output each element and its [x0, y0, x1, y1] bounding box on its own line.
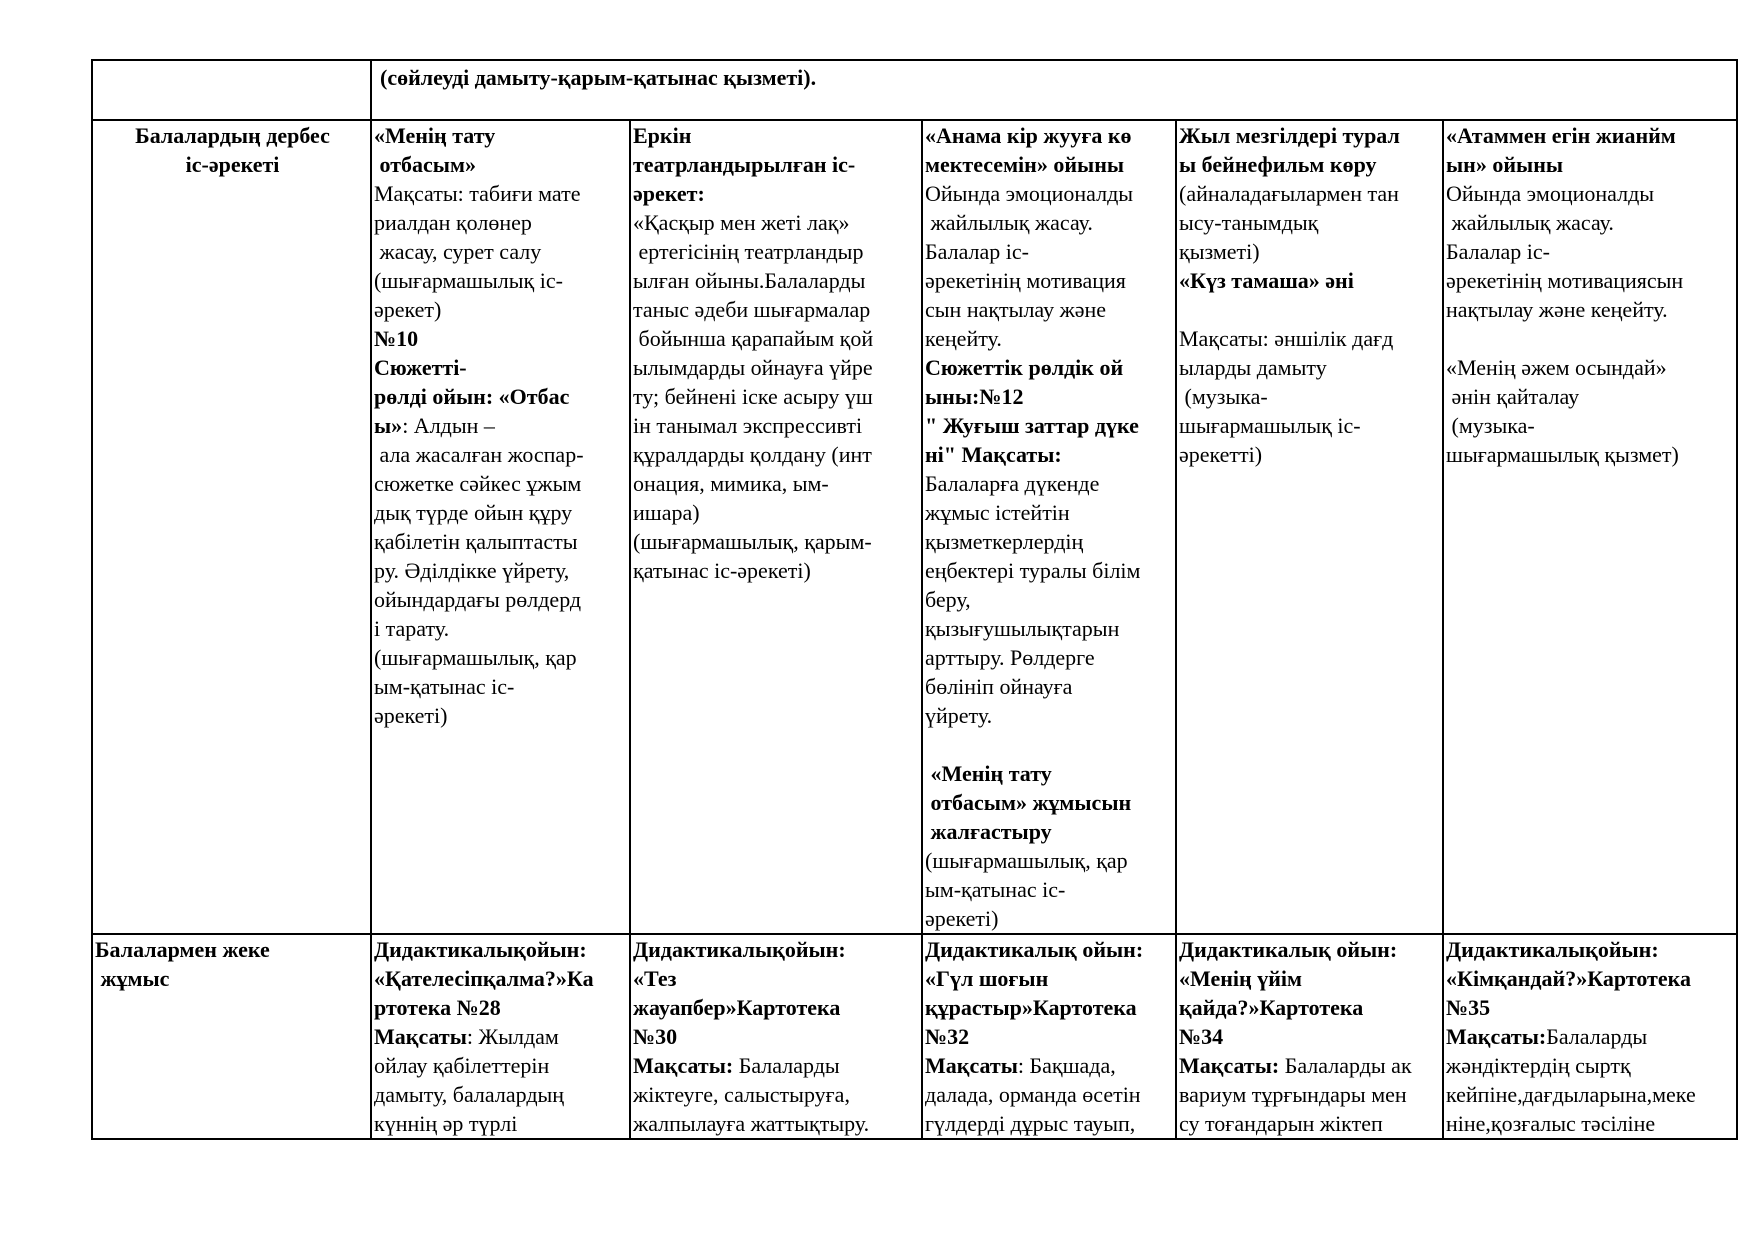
individual-cell-2: Дидактикалықойын: «Тез жауапбер»Картотека №30 Мақсаты: Балаларды жіктеуге, салыстыруға, жалпылауға жаттықтыру. — [630, 934, 922, 1139]
day-cell-5: «Атаммен егін жианйм ын» ойыны Ойында эмоционалды жайлылық жасау. Балалар іс- әрекетінің мотивациясын нақтылау және кеңейту. «Менің әжем осындай» әнін қайталау (музыка- шығармашылық қызмет) — [1443, 120, 1737, 934]
day-cell-1: «Менің тату отбасым» Мақсаты: табиғи мате риалдан қолөнер жасау, сурет салу (шығармашылық іс- әрекет) №10 Сюжетті- рөлді ойын: «Отбас ы»: Алдын – ала жасалған жоспар- сюжетке сәйкес ұжым дық түрде ойын құру қабілетін қалыптасты ру. Әділдікке үйрету, ойындардағы рөлдерд і тарату. (шығармашылық, қар ым-қатынас іс- әрекеті) — [371, 120, 630, 934]
row-label-individual: Балалармен жеке жұмыс — [92, 934, 371, 1139]
day-cell-2: Еркін театрландырылған іс- әрекет: «Қасқыр мен жеті лақ» ертегісінің театрландыр ылған ойыны.Балаларды таныс әдеби шығармалар бойынша қарапайым қой ылымдарды ойнауға үйре ту; бейнені іске асыру үш ін танымал экспрессивті құралдарды қолдану (инт онация, мимика, ым- ишара) (шығармашылық, қарым- қатынас іс-әрекеті) — [630, 120, 922, 934]
table-row — [92, 934, 1737, 1139]
day-cell-3: «Анама кір жууға кө мектесемін» ойыны Ойында эмоционалды жайлылық жасау. Балалар іс- әрекетінің мотивация сын нақтылау және кеңейту. Сюжеттік рөлдік ой ыны:№12 " Жуғыш заттар дүке ні" Мақсаты: Балаларға дүкенде жұмыс істейтін қызметкерлердің еңбектері туралы білім беру, қызығушылықтарын арттыру. Рөлдерге бөлініп ойнауға үйрету. «Менің тату отбасым» жұмысын жалғастыру (шығармашылық, қар ым-қатынас іс- әрекеті) — [922, 120, 1176, 934]
continuation-text: (сөйлеуді дамыту-қарым-қатынас қызметі). — [380, 65, 817, 90]
individual-cell-1: Дидактикалықойын: «Қателесіпқалма?»Ка ртотека №28 Мақсаты: Жылдам ойлау қабілеттерін дамыту, балалардың күннің әр түрлі — [371, 934, 630, 1139]
individual-cell-5: Дидактикалықойын: «Кімқандай?»Картотека №35 Мақсаты:Балаларды жәндіктердің сыртқ кейпіне,дағдыларына,меке ніне,қозғалыс тәсіліне — [1443, 934, 1737, 1139]
individual-cell-3: Дидактикалық ойын: «Гүл шоғын құрастыр»Картотека №32 Мақсаты: Бақшада, далада, орманда өсетін гүлдерді дұрыс тауып, — [922, 934, 1176, 1139]
empty-label-cell — [92, 60, 371, 120]
table-row — [92, 120, 1737, 934]
top-continuation-cell — [371, 60, 1737, 120]
day-cell-4: Жыл мезгілдері турал ы бейнефильм көру (айналадағылармен тан ысу-танымдық қызметі) «Күз тамаша» әні Мақсаты: әншілік дағд ыларды дамыту (музыка- шығармашылық іс- әрекетті) — [1176, 120, 1443, 934]
row-label-independent: Балалардың дербес іс-әрекеті — [92, 120, 371, 934]
individual-cell-4: Дидактикалық ойын: «Менің үйім қайда?»Картотека №34 Мақсаты: Балаларды ак вариум тұрғындары мен су тоғандарын жіктеп — [1176, 934, 1443, 1139]
table-row — [92, 60, 1737, 120]
plan-table — [91, 59, 1738, 1140]
